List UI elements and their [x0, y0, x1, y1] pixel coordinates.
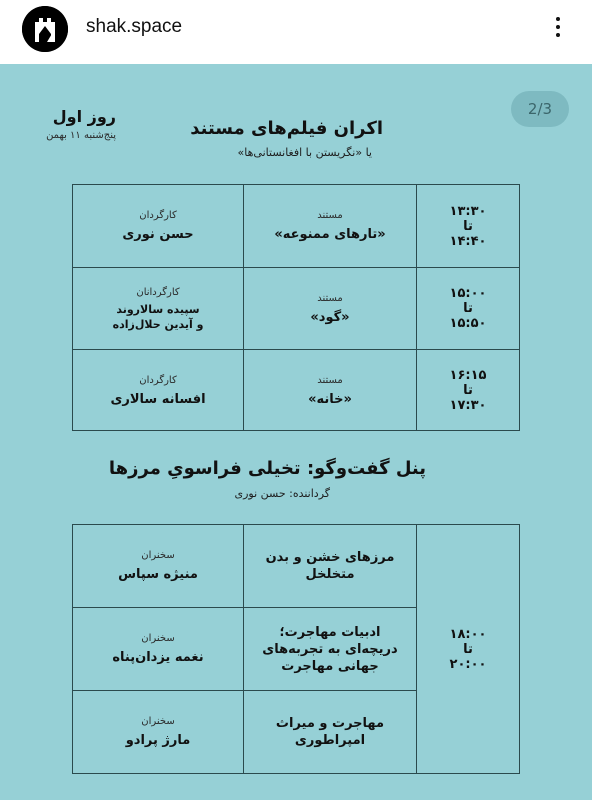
film-name: «خانه»: [308, 391, 352, 407]
film-row-director: [73, 185, 243, 267]
post-header: [0, 0, 592, 64]
time-separator: تا: [463, 218, 473, 234]
talk-topic: مرزهای خشن و بدن متخلخل: [265, 550, 395, 582]
panel-topic: [244, 525, 416, 607]
speaker-name: نغمه یزدان‌پناه: [112, 650, 204, 665]
day-date: پنج‌شنبه ۱۱ بهمن: [46, 130, 116, 141]
panel-speaker: [73, 525, 243, 607]
more-vertical-icon[interactable]: [548, 14, 568, 44]
film-name: «گود»: [310, 309, 350, 325]
director-role: کارگردانان: [136, 286, 180, 298]
time-end: ۱۵:۵۰: [449, 316, 487, 331]
speaker-role: سخنران: [141, 633, 175, 644]
director-name-2: و آیدین حلال‌زاده: [112, 317, 204, 331]
film-genre: مستند: [317, 292, 343, 304]
time-end: ۱۷:۳۰: [449, 398, 487, 413]
day-label: روز اول: [52, 107, 116, 126]
panel-speaker: [73, 608, 243, 690]
time-end: ۱۴:۴۰: [449, 233, 487, 249]
account-name[interactable]: shak.space: [86, 16, 183, 37]
panel-topic: [244, 608, 416, 690]
speaker-role: سخنران: [141, 716, 175, 727]
time-start: ۱۸:۰۰: [449, 626, 487, 642]
director-role: کارگردان: [139, 374, 177, 386]
talk-topic: مهاجرت و میراث امپراطوری: [275, 716, 385, 748]
panel-topic: [244, 691, 416, 773]
film-row-title: [244, 185, 416, 267]
time-start: ۱۶:۱۵: [449, 368, 487, 383]
account-avatar[interactable]: [22, 6, 68, 52]
time-separator: تا: [463, 301, 473, 316]
films-subtitle: یا «نگریستن با افغانستانی‌ها»: [237, 146, 372, 159]
panel-schedule-table: [72, 524, 520, 774]
film-row-time: [417, 185, 519, 267]
time-separator: تا: [463, 383, 473, 398]
carousel-page-indicator: 2/3: [511, 91, 569, 127]
talk-topic: ادبیات مهاجرت؛ دریچه‌ای به تجربه‌های جهانی مهاجرت: [262, 624, 398, 674]
director-role: کارگردان: [139, 210, 177, 221]
time-start: ۱۵:۰۰: [449, 286, 487, 301]
film-row-title: [244, 268, 416, 349]
film-row-director: [73, 350, 243, 431]
film-row-time: [417, 350, 519, 431]
time-end: ۲۰:۰۰: [449, 656, 487, 672]
panel-moderator: گرداننده: حسن نوری: [234, 487, 330, 500]
film-genre: مستند: [317, 210, 343, 221]
time-separator: تا: [463, 641, 473, 657]
film-genre: مستند: [317, 374, 343, 386]
film-row-title: [244, 350, 416, 431]
panel-speaker: [73, 691, 243, 773]
panel-time: [417, 525, 519, 773]
film-name: «تارهای ممنوعه»: [274, 227, 386, 242]
time-start: ۱۳:۳۰: [449, 203, 487, 219]
film-row-director: [73, 268, 243, 349]
speaker-name: منیژه سپاس: [118, 567, 198, 582]
panel-title: پنل گفت‌وگو: تخیلی فراسویِ مرزها: [108, 458, 426, 479]
films-title: اکران فیلم‌های مستند: [190, 118, 383, 139]
director-name: افسانه سالاری: [110, 391, 206, 407]
films-schedule-table: [72, 184, 520, 431]
speaker-name: مارژ پرادو: [125, 733, 191, 748]
film-row-time: [417, 268, 519, 349]
post-image: [0, 64, 592, 800]
speaker-role: سخنران: [141, 550, 175, 561]
director-name: حسن نوری: [122, 227, 194, 242]
castle-logo-icon: [22, 6, 68, 52]
director-name: سپیده سالاروند: [116, 302, 200, 316]
